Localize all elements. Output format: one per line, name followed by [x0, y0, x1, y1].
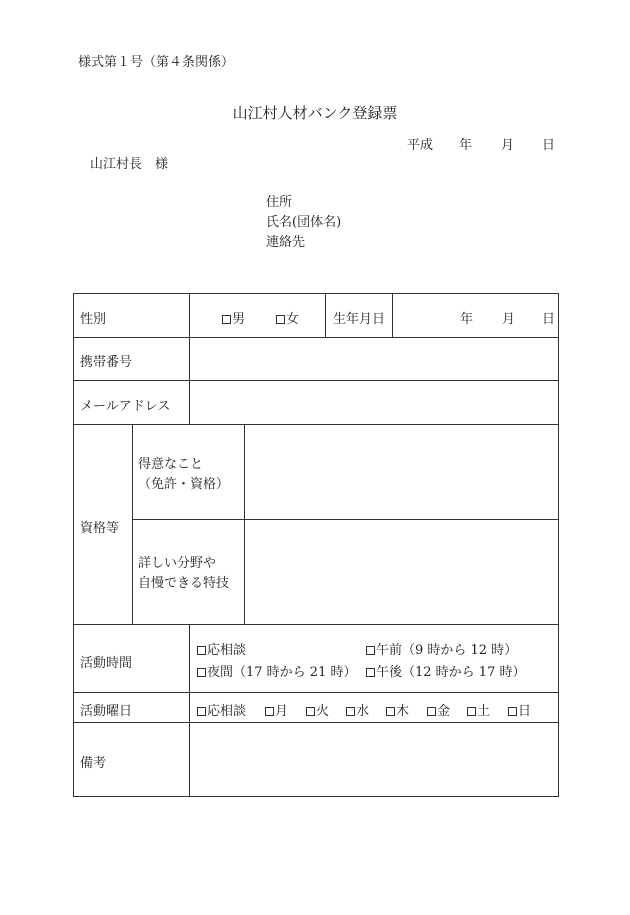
addressee: 山江村長 様 [90, 157, 169, 172]
specialty-label-line1: 詳しい分野や [138, 556, 217, 571]
phone-label: 携帯番号 [80, 355, 133, 370]
day-option-tue[interactable] [306, 700, 329, 719]
phone-field[interactable] [190, 338, 558, 380]
time-night-checkbox[interactable] [197, 668, 206, 677]
specialty-label [138, 554, 229, 594]
name-label: 氏名(団体名) [266, 215, 342, 230]
qualifications-label: 資格等 [80, 521, 120, 536]
email-field[interactable] [190, 381, 558, 424]
birthdate-month: 月 [502, 312, 516, 327]
female-label: 女 [286, 312, 300, 327]
specialty-field[interactable] [245, 520, 558, 624]
gender-label: 性別 [80, 312, 107, 327]
day-wed-label: 水 [356, 704, 370, 719]
female-checkbox[interactable] [276, 315, 285, 324]
strengths-label-line2: （免許・資格） [138, 477, 230, 492]
activity-days-label: 活動曜日 [80, 704, 133, 719]
day-option-sun[interactable] [508, 700, 531, 719]
time-night-label: 夜間（17 時から 21 時） [207, 665, 357, 680]
day-option-mon[interactable] [265, 700, 288, 719]
day-sun-checkbox[interactable] [508, 707, 517, 716]
day-option-fri[interactable] [427, 700, 450, 719]
day-wed-checkbox[interactable] [346, 707, 355, 716]
male-label: 男 [232, 312, 246, 327]
gender-male-option[interactable] [222, 308, 245, 327]
time-option-afternoon[interactable] [366, 661, 525, 680]
day-sat-label: 土 [477, 704, 491, 719]
date-line [407, 134, 555, 153]
remarks-label: 備考 [80, 756, 107, 771]
day-option-thu[interactable] [386, 700, 409, 719]
specialty-label-line2: 自慢できる特技 [138, 576, 230, 591]
day-thu-label: 木 [396, 704, 410, 719]
time-option-consult[interactable] [197, 639, 246, 658]
day-mon-label: 月 [275, 704, 289, 719]
date-month: 月 [501, 138, 515, 153]
gender-female-option[interactable] [276, 308, 299, 327]
day-option-consult[interactable] [197, 700, 246, 719]
day-option-sat[interactable] [467, 700, 490, 719]
day-sat-checkbox[interactable] [467, 707, 476, 716]
contact-label: 連絡先 [266, 235, 306, 250]
day-consult-checkbox[interactable] [197, 707, 206, 716]
time-consult-checkbox[interactable] [197, 646, 206, 655]
day-mon-checkbox[interactable] [265, 707, 274, 716]
form-number: 様式第１号（第４条関係） [78, 55, 235, 70]
day-fri-label: 金 [437, 704, 451, 719]
day-tue-label: 火 [316, 704, 330, 719]
time-option-morning[interactable] [366, 639, 517, 658]
time-afternoon-checkbox[interactable] [366, 668, 375, 677]
address-label: 住所 [266, 195, 293, 210]
date-year: 年 [459, 138, 473, 153]
day-consult-label: 応相談 [207, 704, 247, 719]
birthdate-label: 生年月日 [333, 312, 386, 327]
day-option-wed[interactable] [346, 700, 369, 719]
time-consult-label: 応相談 [207, 643, 247, 658]
strengths-label [138, 455, 229, 495]
strengths-label-line1: 得意なこと [138, 457, 204, 472]
remarks-field[interactable] [190, 723, 558, 796]
time-morning-checkbox[interactable] [366, 646, 375, 655]
email-label: メールアドレス [80, 399, 171, 414]
birthdate-day: 日 [542, 312, 556, 327]
day-sun-label: 日 [518, 704, 532, 719]
time-option-night[interactable] [197, 661, 356, 680]
page-title: 山江村人材バンク登録票 [232, 104, 398, 122]
day-fri-checkbox[interactable] [427, 707, 436, 716]
activity-time-label: 活動時間 [80, 656, 133, 671]
day-thu-checkbox[interactable] [386, 707, 395, 716]
male-checkbox[interactable] [222, 315, 231, 324]
time-afternoon-label: 午後（12 時から 17 時） [376, 665, 526, 680]
day-tue-checkbox[interactable] [306, 707, 315, 716]
time-morning-label: 午前（9 時から 12 時） [376, 643, 518, 658]
strengths-field[interactable] [245, 425, 558, 519]
birthdate-year: 年 [460, 312, 474, 327]
date-era: 平成 [407, 138, 434, 153]
date-day: 日 [542, 138, 556, 153]
applicant-info [266, 193, 341, 253]
